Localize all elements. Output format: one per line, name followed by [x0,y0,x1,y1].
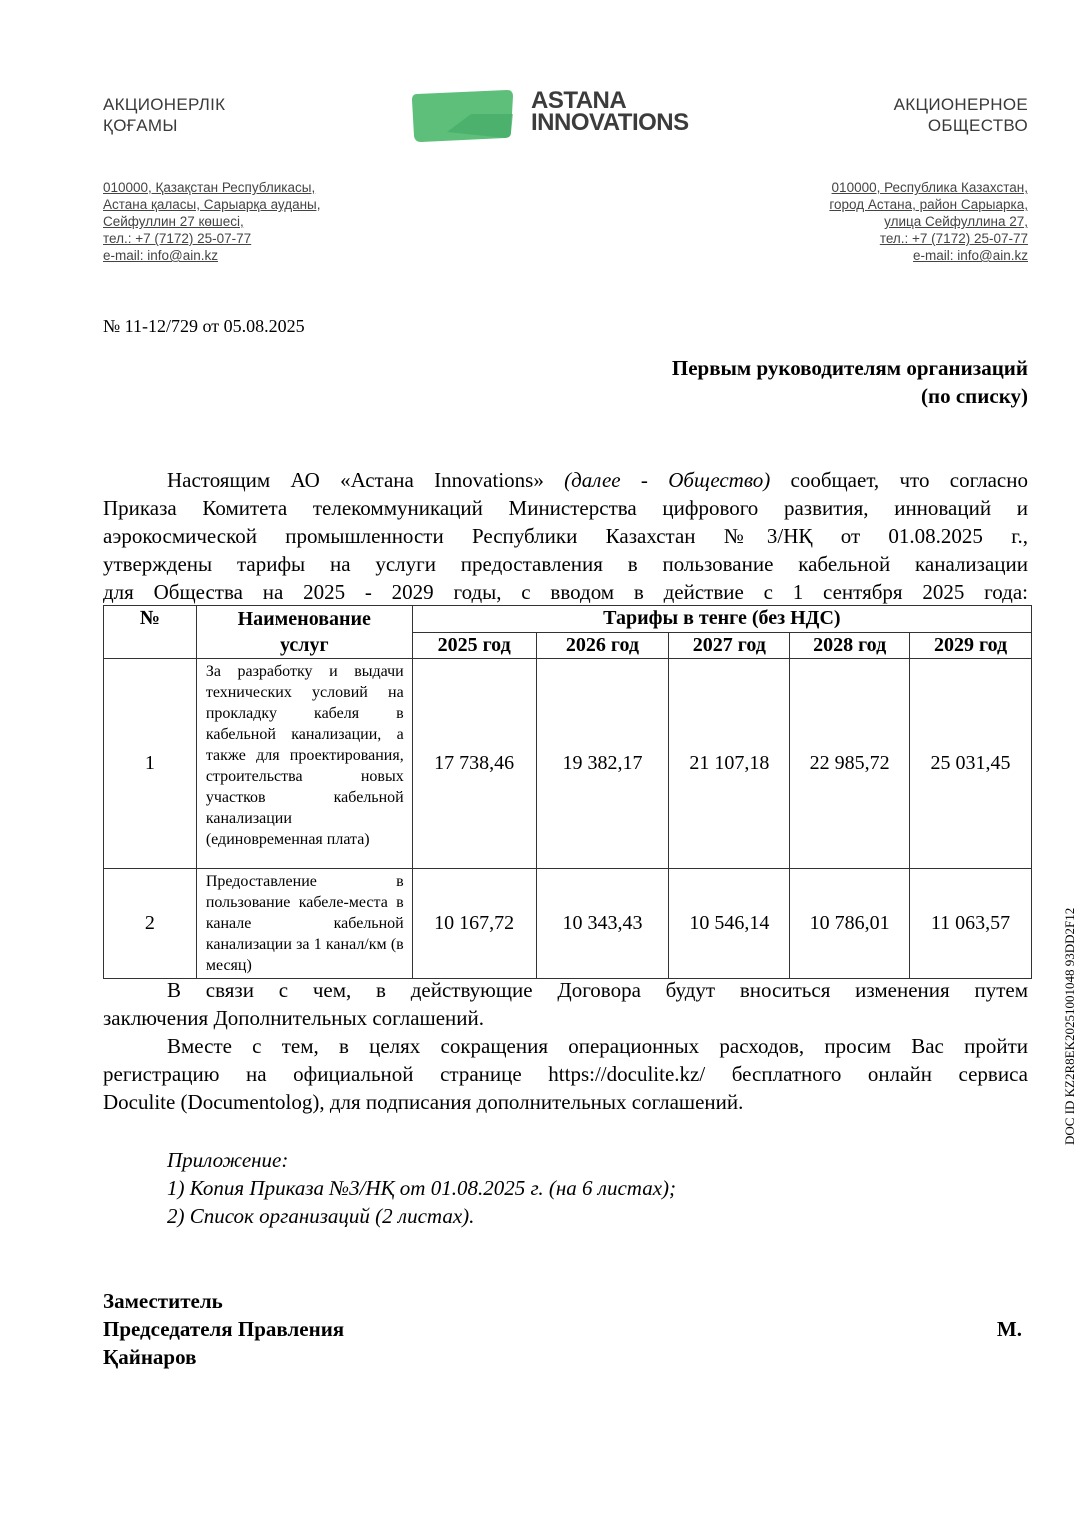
address-ru [829,179,1028,264]
address-ru-email[interactable]: e-mail: info@ain.kz [913,248,1028,263]
row-number: 2 [104,869,197,979]
paragraph-line: Вместе с тем, в целях сокращения операционных расходов, просим Вас пройти [167,1034,1028,1058]
paragraph-agreements [103,976,1028,1032]
appendix-block [167,1146,676,1230]
year-header: 2025 год [412,632,536,659]
tariff-value: 10 343,43 [536,869,669,979]
appendix-item: 2) Список организаций (2 листах). [167,1204,475,1228]
recipient-line: (по списку) [921,384,1028,408]
address-ru-line: 010000, Республика Казахстан, [831,180,1028,195]
intro-line: для Общества на 2025 - 2029 годы, с вводом в действие с 1 сентября 2025 года: [103,580,1028,604]
logo-line: ASTANA [531,87,627,114]
tariff-value: 10 167,72 [412,869,536,979]
header-left-line: АКЦИОНЕРЛІК [103,95,226,114]
table-header-row [104,606,1032,633]
address-kz-line: Астана қаласы, Сарыарқа ауданы, [103,197,321,212]
intro-line: аэрокосмической промышленности Республики Казахстан №3/НҚ от 01.08.2025 г., [103,524,1028,548]
recipient-block [672,354,1028,410]
header-right-org [894,94,1028,136]
logo-wordmark [531,87,689,136]
year-header: 2026 год [536,632,669,659]
header-left-line: ҚОҒАМЫ [103,116,178,135]
signer-block [103,1287,344,1371]
address-ru-line: улица Сейфуллина 27, [884,214,1028,229]
paragraph-line: регистрацию на официальной странице https://doculite.kz/ бесплатного онлайн сервиса [103,1062,1028,1086]
address-kz-line: 010000, Қазақстан Республикасы, [103,180,316,195]
address-ru-line: город Астана, район Сарыарка, [829,197,1028,212]
table-row [104,659,1032,869]
signer-initial: М. [996,1317,1022,1341]
recipient-line: Первым руководителям организаций [671,356,1028,380]
header-right-line: ОБЩЕСТВО [927,116,1028,135]
year-header: 2027 год [669,632,790,659]
signer-line: Председателя Правления [103,1317,345,1341]
header-right-line: АКЦИОНЕРНОЕ [893,95,1028,114]
tariff-value: 22 985,72 [790,659,910,869]
paragraph-registration [103,1032,1028,1116]
paragraph-line: Doculite (Documentolog), для подписания дополнительных соглашений. [103,1090,744,1114]
appendix-title: Приложение: [167,1148,289,1172]
address-ru-phone[interactable]: тел.: +7 (7172) 25-07-77 [879,231,1028,246]
intro-text: Настоящим АО «Астана Innovations» [167,468,565,492]
tariff-value: 11 063,57 [910,869,1032,979]
tariffs-table [103,605,1032,979]
col-number-header: № [104,606,197,659]
logo-mark-icon [411,88,515,144]
tariff-value: 17 738,46 [412,659,536,869]
signer-line: Қайнаров [103,1345,197,1369]
header-left-org [103,94,225,136]
paragraph-line: заключения Дополнительных соглашений. [103,1006,484,1030]
signer-line: Заместитель [103,1289,223,1313]
document-id: DOC ID KZ2R8EK20251001048 93DD2F12 [1062,907,1077,1145]
intro-line: утверждены тарифы на услуги предоставления в пользование кабельной канализации [103,552,1028,576]
intro-line [103,466,1028,494]
appendix-item: 1) Копия Приказа №3/НҚ от 01.08.2025 г. (на 6 листах); [167,1176,677,1200]
intro-text: сообщает, что согласно [770,468,1028,492]
service-name: За разработку и выдачи технических условий на прокладку кабеля в кабельной канализации, а также для проектирования, строительства новых участков кабельной канализации (единовременная плата) [196,659,412,869]
tariff-value: 21 107,18 [669,659,790,869]
tariff-value: 25 031,45 [910,659,1032,869]
year-header: 2029 год [910,632,1032,659]
table-row [104,869,1032,979]
address-kz-phone[interactable]: тел.: +7 (7172) 25-07-77 [103,231,252,246]
address-kz-line: Сейфуллин 27 көшесі, [103,214,244,229]
logo-line: INNOVATIONS [531,109,689,136]
tariff-value: 10 786,01 [790,869,910,979]
intro-line: Приказа Комитета телекоммуникаций Министерства цифрового развития, инноваций и [103,496,1028,520]
tariff-value: 19 382,17 [536,659,669,869]
paragraph-line: В связи с чем, в действующие Договора будут вноситься изменения путем [167,978,1028,1002]
tariff-value: 10 546,14 [669,869,790,979]
col-group-header: Тарифы в тенге (без НДС) [412,606,1031,633]
address-kz [103,179,321,264]
service-name: Предоставление в пользование кабеле-места в канале кабельной канализации за 1 канал/км (в месяц) [196,869,412,979]
intro-paragraph [103,466,1028,606]
address-kz-email[interactable]: e-mail: info@ain.kz [103,248,218,263]
intro-italic: (далее - Общество) [564,468,771,492]
year-header: 2028 год [790,632,910,659]
document-number: № 11-12/729 от 05.08.2025 [103,316,305,336]
company-logo [411,88,731,144]
col-name-header: Наименование услуг [196,606,412,659]
row-number: 1 [104,659,197,869]
